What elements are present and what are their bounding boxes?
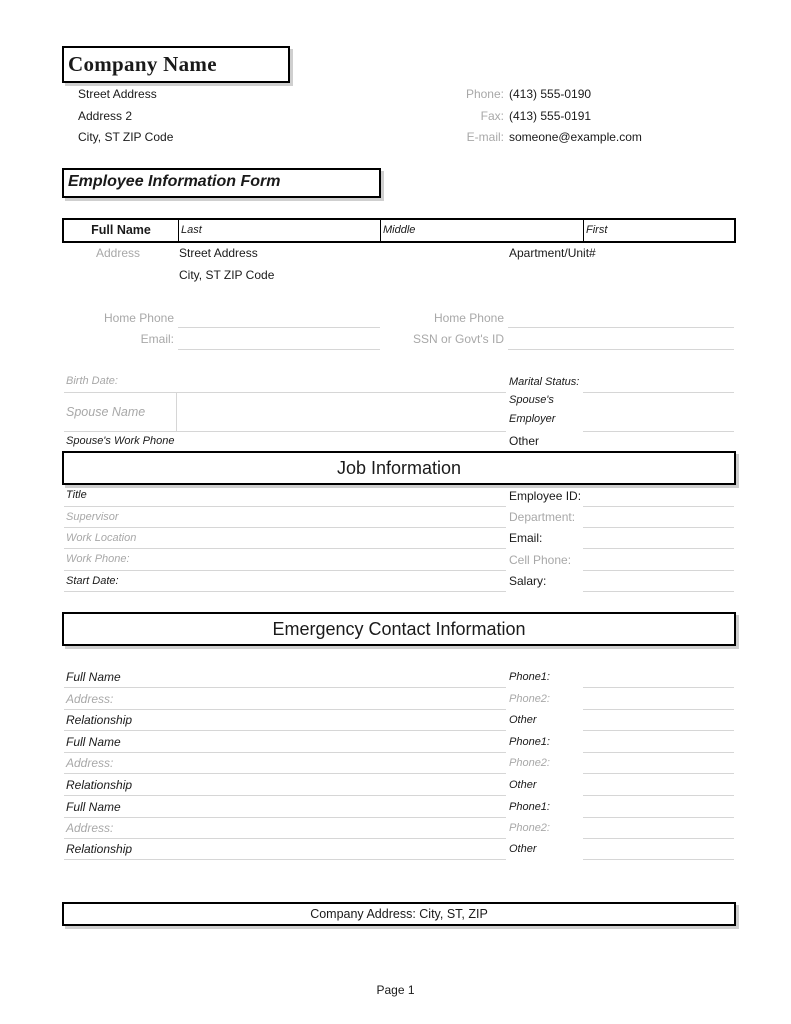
last-name-field[interactable]: Last [178, 220, 380, 241]
cell-phone-line[interactable] [583, 570, 734, 571]
ec3-relationship-line[interactable] [64, 859, 506, 860]
ec3-full-name-label: Full Name [66, 800, 121, 814]
work-location-line[interactable] [64, 548, 506, 549]
ec3-address-line[interactable] [64, 838, 506, 839]
title-line[interactable] [64, 506, 506, 507]
employee-id-line[interactable] [583, 506, 734, 507]
job-email-line[interactable] [583, 548, 734, 549]
ec3-address-label: Address: [66, 821, 114, 835]
work-phone-line[interactable] [64, 570, 506, 571]
ec2-relationship-line[interactable] [64, 795, 506, 796]
work-location-label: Work Location [66, 532, 137, 544]
home-phone-line[interactable] [178, 327, 380, 328]
company-address2: Address 2 [78, 109, 133, 123]
ec2-address-line[interactable] [64, 773, 506, 774]
company-email-label: E-mail: [466, 130, 504, 144]
department-line[interactable] [583, 527, 734, 528]
salary-line[interactable] [583, 591, 734, 592]
ec2-other-label: Other [509, 779, 537, 791]
ec3-full-name-line[interactable] [64, 817, 506, 818]
emergency-heading: Emergency Contact Information [62, 612, 736, 646]
ec3-relationship-label: Relationship [66, 842, 133, 856]
address-apartment[interactable]: Apartment/Unit# [509, 246, 596, 260]
ec2-phone1-line[interactable] [583, 752, 734, 753]
ec3-other-line[interactable] [583, 859, 734, 860]
spouse-employer-line[interactable] [583, 431, 734, 432]
birth-date-line[interactable] [64, 392, 506, 393]
ssn-line[interactable] [508, 349, 734, 350]
company-phone-label: Phone: [465, 87, 504, 101]
spouse-employer-label-1: Spouse's [509, 394, 554, 406]
email-line[interactable] [178, 349, 380, 350]
ec2-full-name-line[interactable] [64, 752, 506, 753]
ec1-phone1-line[interactable] [583, 687, 734, 688]
ec2-phone2-label: Phone2: [509, 757, 550, 769]
spouse-employer-label-2: Employer [509, 413, 556, 425]
other-label: Other [509, 434, 540, 448]
ec1-other-line[interactable] [583, 730, 734, 731]
home-phone-label: Home Phone [103, 311, 174, 325]
spouse-name-line[interactable] [64, 431, 506, 432]
email-label: Email: [140, 332, 174, 346]
home-phone-label-2: Home Phone [433, 311, 504, 325]
start-date-label: Start Date: [66, 575, 119, 587]
ec2-full-name-label: Full Name [66, 735, 121, 749]
form-title: Employee Information Form [62, 168, 381, 198]
full-name-label: Full Name [91, 223, 151, 237]
company-address-footer: Company Address: City, ST, ZIP [62, 902, 736, 926]
start-date-line[interactable] [64, 591, 506, 592]
job-info-heading: Job Information [62, 451, 736, 485]
ec2-relationship-label: Relationship [66, 778, 133, 792]
company-email: someone@example.com [509, 130, 642, 144]
spouse-name-divider [176, 393, 177, 431]
company-name: Company Name [62, 46, 290, 83]
ec1-phone1-label: Phone1: [509, 671, 550, 683]
ec3-other-label: Other [509, 843, 537, 855]
ec1-relationship-line[interactable] [64, 730, 506, 731]
ec2-phone2-line[interactable] [583, 773, 734, 774]
address-street[interactable]: Street Address [179, 246, 258, 260]
ec1-relationship-label: Relationship [66, 713, 133, 727]
ec3-phone1-line[interactable] [583, 817, 734, 818]
ec3-phone2-label: Phone2: [509, 822, 550, 834]
ec1-full-name-line[interactable] [64, 687, 506, 688]
ec2-phone1-label: Phone1: [509, 736, 550, 748]
home-phone-line-2[interactable] [508, 327, 734, 328]
middle-name-field[interactable]: Middle [380, 220, 583, 241]
ec2-address-label: Address: [66, 756, 114, 770]
company-street: Street Address [78, 87, 157, 101]
marital-status-label: Marital Status: [509, 376, 580, 388]
employee-id-label: Employee ID: [509, 489, 582, 503]
ec1-phone2-line[interactable] [583, 709, 734, 710]
company-city: City, ST ZIP Code [78, 130, 174, 144]
ec2-other-line[interactable] [583, 795, 734, 796]
work-phone-label: Work Phone: [66, 553, 130, 565]
ec3-phone2-line[interactable] [583, 838, 734, 839]
marital-status-line[interactable] [583, 392, 734, 393]
job-email-label: Email: [509, 531, 543, 545]
supervisor-line[interactable] [64, 527, 506, 528]
company-fax: (413) 555-0191 [509, 109, 592, 123]
address-city[interactable]: City, ST ZIP Code [179, 268, 275, 282]
ec1-address-label: Address: [66, 692, 114, 706]
ec1-address-line[interactable] [64, 709, 506, 710]
first-name-field[interactable]: First [583, 220, 734, 241]
company-fax-label: Fax: [480, 109, 504, 123]
page-number: Page 1 [376, 983, 415, 997]
supervisor-label: Supervisor [66, 511, 119, 523]
address-label: Address [96, 246, 141, 260]
birth-date-label: Birth Date: [66, 375, 118, 387]
title-label: Title [66, 489, 87, 501]
full-name-row [62, 218, 736, 243]
company-phone: (413) 555-0190 [509, 87, 592, 101]
ec1-other-label: Other [509, 714, 537, 726]
spouse-name-label: Spouse Name [66, 405, 146, 419]
department-label: Department: [509, 510, 576, 524]
spouse-work-phone-label: Spouse's Work Phone [66, 435, 175, 447]
salary-label: Salary: [509, 574, 547, 588]
ssn-label: SSN or Govt's ID [413, 332, 504, 346]
ec3-phone1-label: Phone1: [509, 801, 550, 813]
cell-phone-label: Cell Phone: [509, 553, 572, 567]
ec1-full-name-label: Full Name [66, 670, 121, 684]
ec1-phone2-label: Phone2: [509, 693, 550, 705]
